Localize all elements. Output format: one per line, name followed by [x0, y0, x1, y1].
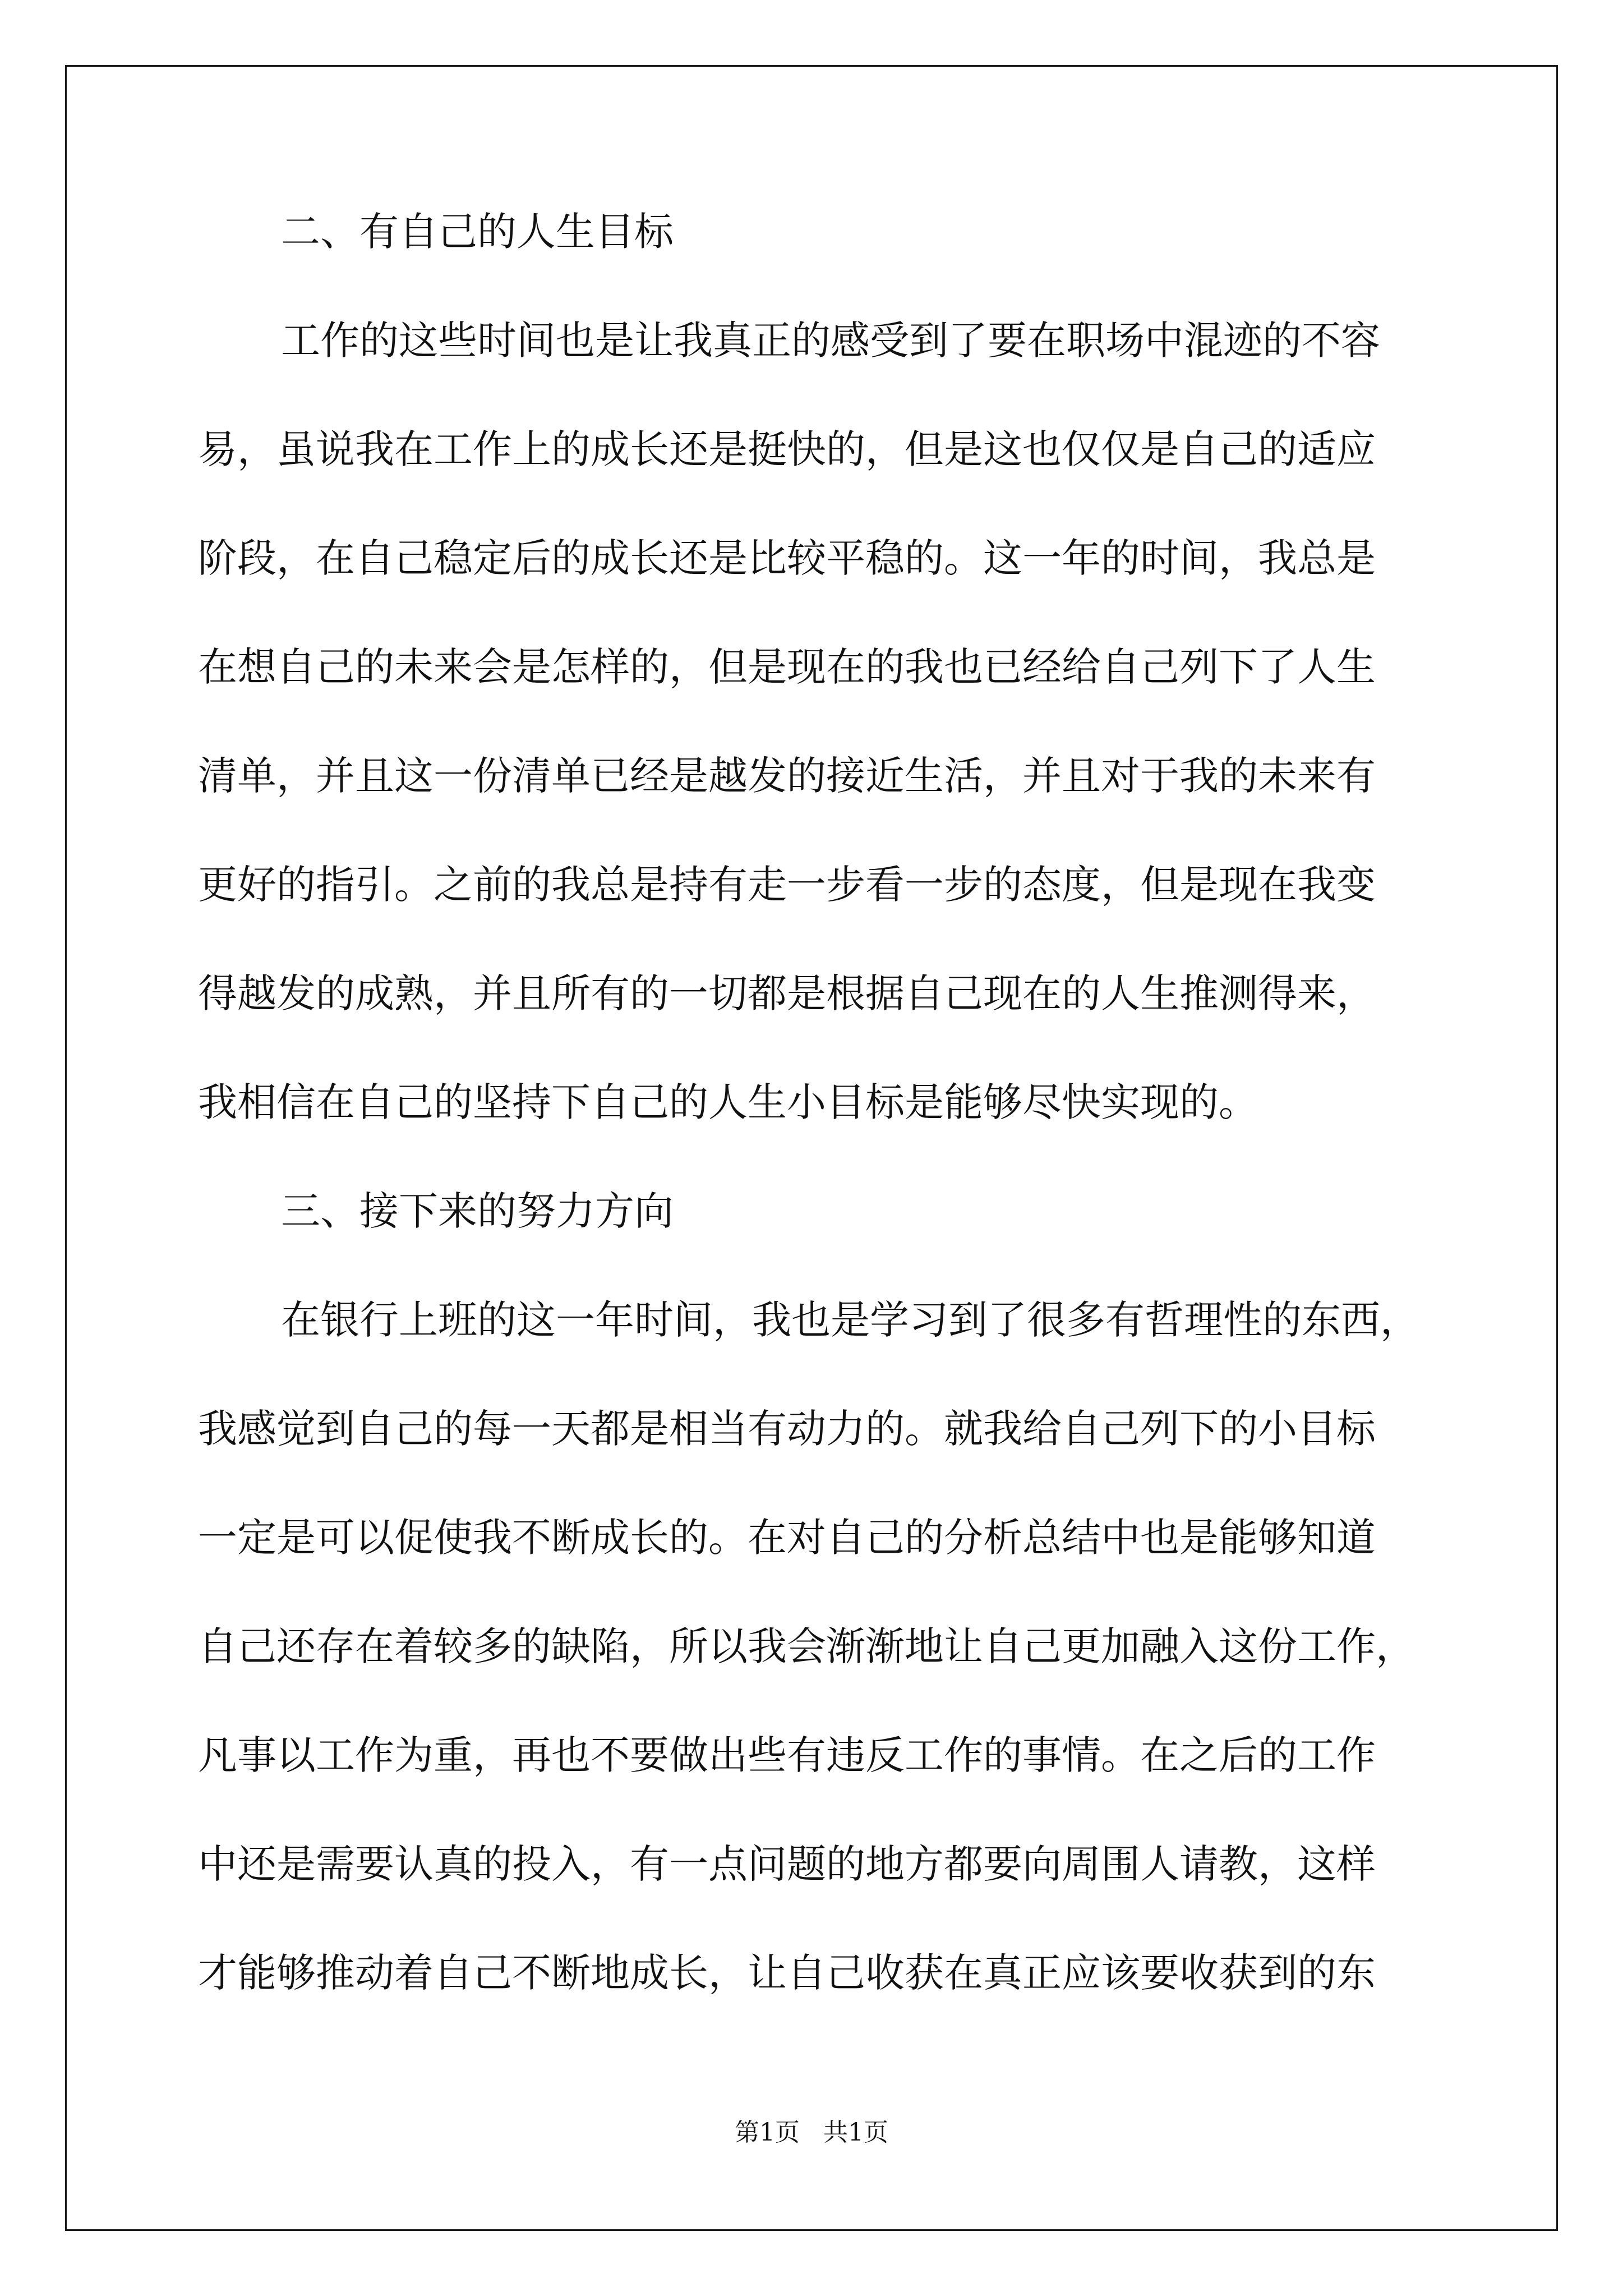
section-heading-2: 二、有自己的人生目标 [281, 209, 674, 255]
paragraph-line: 在银行上班的这一年时间，我也是学习到了很多有哲理性的东西， [281, 1297, 1419, 1343]
paragraph-line: 我相信在自己的坚持下自己的人生小目标是能够尽快实现的。 [198, 1079, 1258, 1125]
page-footer: 第1页 共1页 [735, 2118, 888, 2147]
section-heading-3: 三、接下来的努力方向 [281, 1188, 674, 1234]
paragraph-line: 中还是需要认真的投入，有一点问题的地方都要向周围人请教，这样 [198, 1841, 1376, 1887]
paragraph-line: 更好的指引。之前的我总是持有走一步看一步的态度，但是现在我变 [198, 862, 1376, 908]
paragraph-line: 我感觉到自己的每一天都是相当有动力的。就我给自己列下的小目标 [198, 1406, 1376, 1452]
paragraph-line: 一定是可以促使我不断成长的。在对自己的分析总结中也是能够知道 [198, 1515, 1376, 1561]
paragraph-line: 清单，并且这一份清单已经是越发的接近生活，并且对于我的未来有 [198, 753, 1376, 799]
page-border [65, 65, 1558, 2231]
paragraph-line: 凡事以工作为重，再也不要做出些有违反工作的事情。在之后的工作 [198, 1732, 1376, 1778]
paragraph-line: 阶段，在自己稳定后的成长还是比较平稳的。这一年的时间，我总是 [198, 535, 1376, 581]
paragraph-line: 在想自己的未来会是怎样的，但是现在的我也已经给自己列下了人生 [198, 644, 1376, 690]
paragraph-line: 自己还存在着较多的缺陷，所以我会渐渐地让自己更加融入这份工作， [198, 1623, 1415, 1669]
paragraph-line: 得越发的成熟，并且所有的一切都是根据自己现在的人生推测得来， [198, 970, 1376, 1016]
paragraph-line: 易，虽说我在工作上的成长还是挺快的，但是这也仅仅是自己的适应 [198, 426, 1376, 472]
paragraph-line: 才能够推动着自己不断地成长，让自己收获在真正应该要收获到的东 [198, 1950, 1376, 1996]
paragraph-line: 工作的这些时间也是让我真正的感受到了要在职场中混迹的不容 [281, 318, 1380, 364]
